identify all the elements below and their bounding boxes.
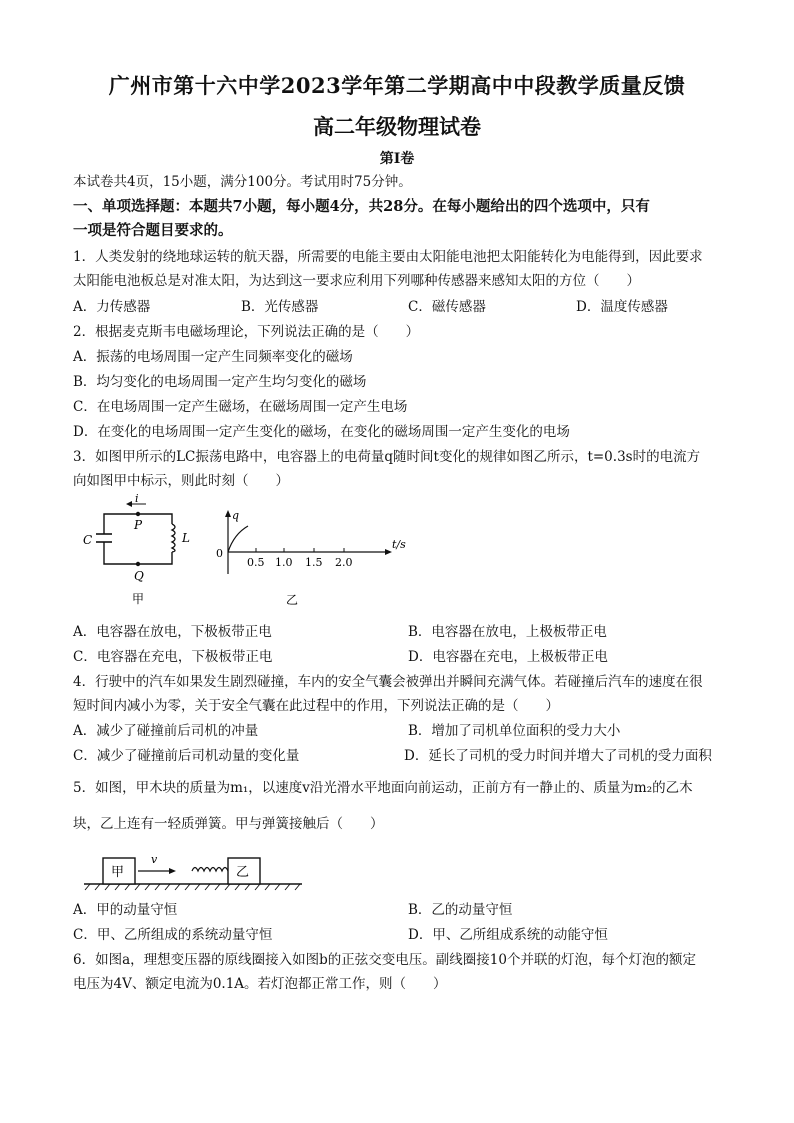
q4-stem-line1: 4．行驶中的汽车如果发生剧烈碰撞，车内的安全气囊会被弹出并瞬间充满气体。若碰撞后汽车的速度在很 xyxy=(73,674,703,690)
q1-option-a: A．力传感器 xyxy=(73,299,151,315)
lc-circuit-figure xyxy=(80,494,200,606)
q5-stem-line2: 块，乙上连有一轻质弹簧。甲与弹簧接触后（ ） xyxy=(73,816,384,832)
q1-option-d: D．温度传感器 xyxy=(576,299,668,315)
capacitor-label: C xyxy=(83,533,93,547)
q4-option-a: A．减少了碰撞前后司机的冲量 xyxy=(73,723,259,739)
block-yi-label: 乙 xyxy=(236,865,250,880)
q4-option-d: D．延长了司机的受力时间并增大了司机的受力面积 xyxy=(404,748,712,764)
inductor-label: L xyxy=(182,531,190,545)
point-p-label: P xyxy=(134,518,143,532)
q2-option-d: D．在变化的电场周围一定产生变化的磁场，在变化的磁场周围一定产生变化的电场 xyxy=(73,424,570,440)
origin-label: 0 xyxy=(216,547,223,560)
q3-option-a: A．电容器在放电，下极板带正电 xyxy=(73,624,272,640)
exam-title-line1: 广州市第十六中学2023学年第二学期高中中段教学质量反馈 xyxy=(108,73,686,98)
q1-option-c: C．磁传感器 xyxy=(408,299,486,315)
q4-option-b: B．增加了司机单位面积的受力大小 xyxy=(408,723,621,739)
q4-option-c: C．减少了碰撞前后司机动量的变化量 xyxy=(73,748,300,764)
q3-option-b: B．电容器在放电，上极板带正电 xyxy=(408,624,607,640)
q3-option-c: C．电容器在充电，下极板带正电 xyxy=(73,649,273,665)
section-heading: 第Ⅰ卷 xyxy=(379,151,415,167)
q5-option-d: D．甲、乙所组成系统的动能守恒 xyxy=(408,927,608,943)
tick-label: 1.5 xyxy=(305,556,323,569)
q2-option-a: A．振荡的电场周围一定产生同频率变化的磁场 xyxy=(73,349,353,365)
q3-stem-line1: 3．如图甲所示的LC振荡电路中，电容器上的电荷量q随时间t变化的规律如图乙所示，t=0.3s时的电流方 xyxy=(73,449,701,465)
figure-jia-caption: 甲 xyxy=(132,592,145,606)
q1-stem-line1: 1．人类发射的绕地球运转的航天器，所需要的电能主要由太阳能电池把太阳能转化为电能得到，因此要求 xyxy=(73,249,703,265)
t-axis-label: t/s xyxy=(392,538,406,551)
q2-option-b: B．均匀变化的电场周围一定产生均匀变化的磁场 xyxy=(73,374,367,390)
q5-option-b: B．乙的动量守恒 xyxy=(408,902,513,918)
q5-option-a: A．甲的动量守恒 xyxy=(73,902,178,918)
current-label: i xyxy=(135,494,139,505)
spring-icon xyxy=(192,868,228,872)
q5-option-c: C．甲、乙所组成的系统动量守恒 xyxy=(73,927,273,943)
q1-stem-line2: 太阳能电池板总是对准太阳，为达到这一要求应利用下列哪种传感器来感知太阳的方位（ ） xyxy=(73,273,640,289)
q6-stem-line2: 电压为4V、额定电流为0.1A。若灯泡都正常工作，则（ ） xyxy=(73,976,447,992)
block-jia-label: 甲 xyxy=(111,865,125,880)
charge-time-graph xyxy=(212,510,412,610)
tick-label: 1.0 xyxy=(275,556,293,569)
part1-heading-line2: 一项是符合题目要求的。 xyxy=(73,222,233,239)
q4-stem-line2: 短时间内减小为零，关于安全气囊在此过程中的作用，下列说法正确的是（ ） xyxy=(73,698,559,714)
figure-yi-caption: 乙 xyxy=(286,593,299,607)
exam-title-line2: 高二年级物理试卷 xyxy=(313,114,481,139)
q2-stem: 2．根据麦克斯韦电磁场理论，下列说法正确的是（ ） xyxy=(73,324,420,340)
point-q-label: Q xyxy=(134,569,144,583)
blocks-spring-figure xyxy=(80,846,306,892)
tick-label: 2.0 xyxy=(335,556,353,569)
exam-intro: 本试卷共4页，15小题，满分100分。考试用时75分钟。 xyxy=(73,174,412,190)
q3-option-d: D．电容器在充电，上极板带正电 xyxy=(408,649,608,665)
part1-heading-line1: 一、单项选择题：本题共7小题，每小题4分，共28分。在每小题给出的四个选项中，只有 xyxy=(73,198,650,215)
velocity-label: v xyxy=(151,853,158,866)
tick-label: 0.5 xyxy=(247,556,265,569)
q-axis-label: q xyxy=(232,510,240,522)
q3-stem-line2: 向如图甲中标示，则此时刻（ ） xyxy=(73,473,289,489)
q5-stem-line1: 5．如图，甲木块的质量为m₁，以速度v沿光滑水平地面向前运动，正前方有一静止的、质量为m₂的乙木 xyxy=(73,780,693,796)
q2-option-c: C．在电场周围一定产生磁场，在磁场周围一定产生电场 xyxy=(73,399,408,415)
q6-stem-line1: 6．如图a，理想变压器的原线圈接入如图b的正弦交变电压。副线圈接10个并联的灯泡，每个灯泡的额定 xyxy=(73,952,696,968)
q1-option-b: B．光传感器 xyxy=(241,299,319,315)
